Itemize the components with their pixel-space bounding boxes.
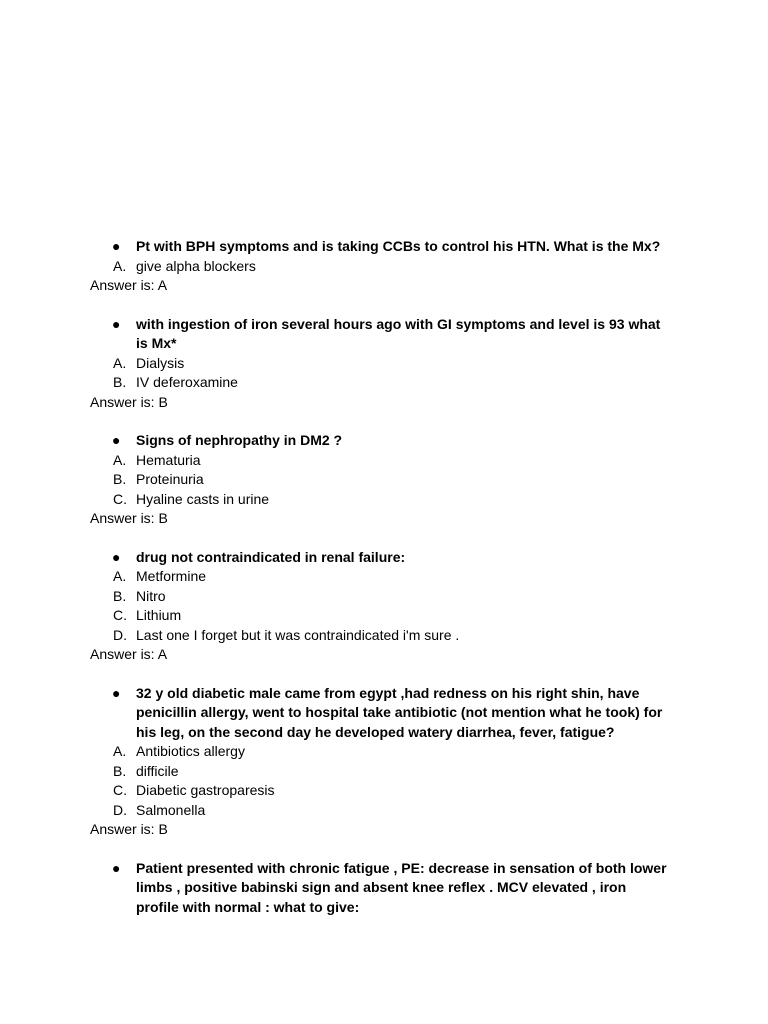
option-list [0, 354, 768, 393]
answer-prefix: Answer is: [90, 510, 159, 526]
option-text: IV deferoxamine [136, 374, 238, 390]
option-text: Last one I forget but it was contraindicated i'm sure . [136, 626, 460, 643]
option-list [0, 567, 768, 645]
question-block [0, 859, 768, 918]
question-line [0, 684, 768, 743]
option-item [0, 587, 768, 607]
answer-value: A [157, 646, 168, 662]
option-letter: C. [113, 782, 127, 798]
answer-line [0, 393, 768, 413]
option-letter: B. [113, 374, 127, 390]
option-list [0, 257, 768, 277]
answer-value: B [158, 821, 168, 837]
option-text: Proteinuria [136, 471, 204, 487]
bullet-icon: ● [112, 238, 121, 254]
question-text: with ingestion of iron several hours ago with GI symptoms and level is 93 what is Mx* [136, 315, 661, 351]
option-letter: A. [113, 743, 127, 759]
question-list [0, 237, 768, 936]
answer-line [0, 820, 768, 840]
option-item [0, 451, 768, 471]
option-text: Hyaline casts in urine [136, 490, 270, 507]
question-block [0, 431, 768, 529]
option-text: give alpha blockers [136, 257, 256, 274]
answer-value: B [158, 393, 168, 410]
bullet-icon: ● [112, 315, 121, 332]
option-text: Diabetic gastroparesis [136, 782, 275, 798]
option-text: Antibiotics allergy [136, 743, 245, 759]
bullet-icon: ● [112, 859, 121, 876]
option-letter: A. [113, 568, 127, 584]
option-letter: A. [113, 451, 127, 468]
answer-prefix: Answer is: [90, 277, 158, 293]
option-item [0, 373, 768, 393]
option-item [0, 567, 768, 587]
question-line [0, 431, 768, 451]
option-item [0, 470, 768, 490]
answer-line [0, 645, 768, 665]
answer-value: B [158, 510, 168, 526]
option-text: Nitro [136, 587, 166, 604]
question-block [0, 684, 768, 840]
option-letter: D. [113, 801, 127, 818]
option-letter: B. [113, 471, 127, 487]
option-item [0, 762, 768, 782]
option-letter: C. [113, 490, 127, 507]
question-text: 32 y old diabetic male came from egypt ,had redness on his right shin, have penicillin allergy, went to hospital take antibiotic (not mention what he took) for his leg, on the second day he developed watery diarrhea, fever, fatigue? [136, 684, 663, 740]
option-letter: D. [113, 626, 127, 643]
question-block [0, 548, 768, 665]
question-line [0, 859, 768, 918]
answer-line [0, 276, 768, 296]
option-text: Dialysis [136, 354, 185, 371]
option-item [0, 606, 768, 626]
question-text: drug not contraindicated in renal failure: [136, 548, 406, 565]
option-item [0, 742, 768, 762]
answer-prefix: Answer is: [90, 821, 159, 837]
question-block [0, 237, 768, 296]
bullet-icon: ● [112, 548, 121, 565]
option-letter: B. [113, 762, 127, 779]
option-letter: A. [113, 354, 127, 371]
question-line [0, 315, 768, 354]
option-letter: A. [113, 257, 127, 274]
option-list [0, 451, 768, 510]
option-item [0, 354, 768, 374]
bullet-icon: ● [112, 684, 121, 701]
question-text: Pt with BPH symptoms and is taking CCBs to control his HTN. What is the Mx? [136, 238, 661, 254]
option-text: Metformine [136, 568, 207, 584]
option-item [0, 490, 768, 510]
bullet-icon: ● [112, 432, 121, 448]
option-item [0, 626, 768, 646]
option-list [0, 742, 768, 820]
question-line [0, 237, 768, 257]
question-line [0, 548, 768, 568]
option-text: Hematuria [136, 451, 201, 468]
question-text: Signs of nephropathy in DM2 ? [136, 432, 343, 448]
option-letter: B. [113, 587, 127, 604]
option-item [0, 781, 768, 801]
option-text: difficile [136, 762, 179, 779]
option-text: Lithium [136, 607, 182, 623]
option-item [0, 801, 768, 821]
answer-prefix: Answer is: [90, 646, 158, 662]
option-letter: C. [113, 607, 127, 623]
option-item [0, 257, 768, 277]
answer-line [0, 509, 768, 529]
answer-value: A [157, 277, 168, 293]
question-text: Patient presented with chronic fatigue , PE: decrease in sensation of both lower limbs , positive babinski sign and absent knee reflex . MCV elevated , iron profile with normal : what to give: [136, 859, 667, 915]
option-text: Salmonella [136, 801, 206, 818]
question-block [0, 315, 768, 413]
answer-prefix: Answer is: [90, 393, 159, 410]
